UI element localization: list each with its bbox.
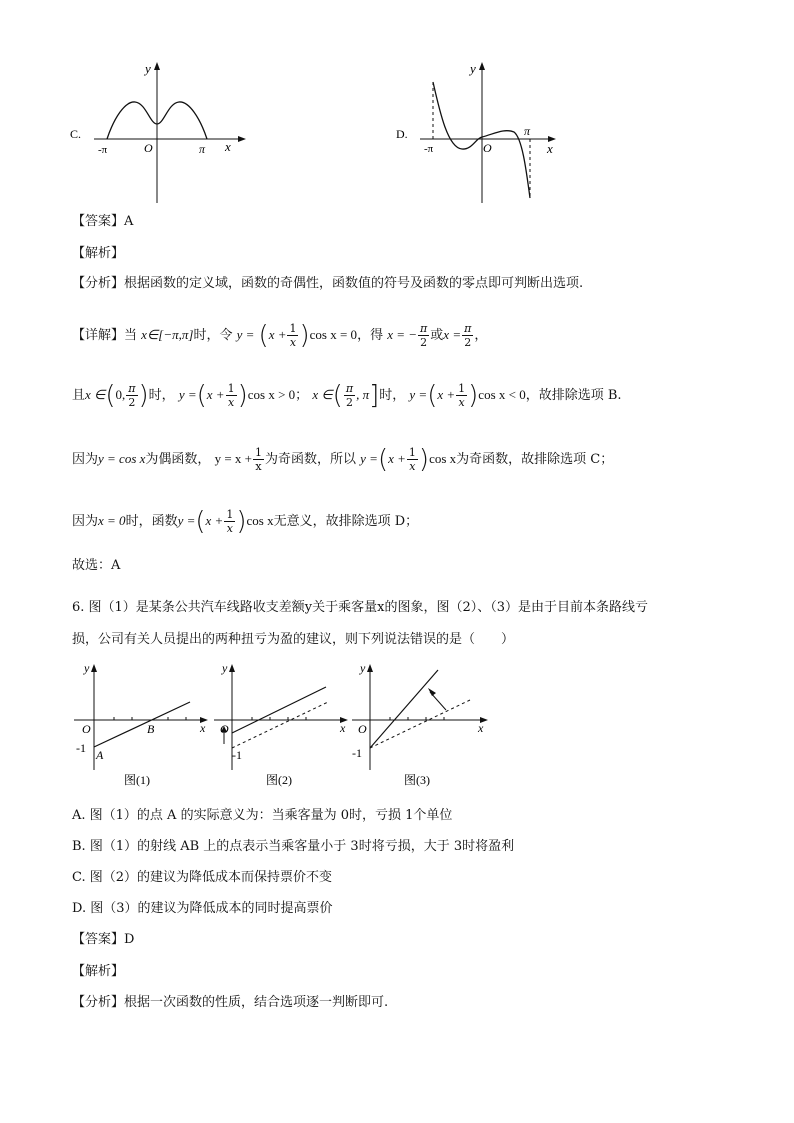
zero: 0, (115, 387, 126, 402)
detail-label: 【详解】 (72, 328, 125, 343)
q5-choose: 故选：A (72, 558, 121, 573)
y-eq: y = (360, 451, 378, 466)
fraction: $\frac{\pi}{2}$ (420, 322, 428, 349)
figure-3 (350, 660, 495, 790)
graph-d-label: D. (396, 127, 408, 141)
raised-line (232, 687, 326, 733)
graph-d-x: x (547, 141, 553, 156)
fraction: $\frac{1}{x}$ (408, 446, 416, 473)
fig2-caption: 图(2) (266, 773, 292, 787)
text: ， (474, 328, 488, 343)
text: 时，函数 (125, 514, 178, 529)
x-var: x + (206, 387, 225, 402)
q6-answer: 【答案】D (72, 932, 135, 947)
graph-d-neg-pi: -π (424, 143, 434, 155)
fraction: $\frac{\pi}{2}$ (345, 382, 354, 409)
q6-stem-2: 损，公司有关人员提出的两种扭亏为盈的建议，则下列说法错误的是（ ） (72, 632, 515, 647)
fraction: $\frac{\pi}{2}$ (128, 382, 136, 409)
paren: ( (377, 444, 389, 475)
graph-d-y: y (470, 61, 476, 76)
fig3-m1: -1 (352, 746, 362, 760)
text: 时， (148, 388, 175, 403)
cos-x: cos x (246, 513, 274, 528)
graph-c-label: C. (70, 127, 82, 141)
cos-func: y = cos x (98, 451, 146, 466)
pi: , π (356, 387, 370, 402)
x-var: x + (205, 513, 224, 528)
text: ，故排除选项 B. (525, 388, 622, 403)
y-func: y = x + (214, 451, 252, 466)
graph-c-pi: π (199, 142, 206, 156)
text: 为偶函数， (145, 452, 211, 467)
q6-analysis-label: 【解析】 (72, 964, 125, 979)
q6-option-b: B. 图（1）的射线 AB 上的点表示当乘客量小于 3时将亏损，大于 3时将盈利 (72, 839, 515, 854)
original-line (370, 700, 470, 748)
fraction: $\frac{1}{x}$ (255, 446, 262, 473)
x-var: x + (268, 327, 287, 342)
paren: ) (418, 444, 430, 475)
text: 时，令 (193, 328, 233, 343)
fraction: $\frac{1}{x}$ (227, 382, 235, 409)
paren: ( (195, 506, 206, 537)
fraction: $\frac{\pi}{2}$ (464, 322, 472, 349)
x-eq: x = (443, 327, 462, 342)
q6-stem-1: 6. 图（1）是某条公共汽车线路收支差额y关于乘客量x的图象，图（2）、（3）是由于目前本条路线亏 (72, 600, 649, 615)
paren: ) (299, 320, 310, 351)
paren: ( (427, 380, 438, 411)
y-eq: y = (236, 327, 255, 342)
fig3-caption: 图(3) (404, 773, 430, 787)
graph-d-pi: π (524, 124, 531, 138)
text: 为奇函数，所以 (265, 452, 357, 467)
graph-c-neg-pi: -π (98, 144, 108, 156)
q6-option-c: C. 图（2）的建议为降低成本而保持票价不变 (72, 870, 333, 885)
q5-answer: 【答案】A (72, 214, 134, 229)
fig1-m1: -1 (76, 741, 86, 755)
domain-set: x∈[−π,π] (141, 327, 194, 342)
fig3-o: O (358, 722, 367, 736)
q6-fenxi: 【分析】根据一次函数的性质，结合选项逐一判断即可. (72, 995, 389, 1010)
x-var: x + (388, 451, 406, 466)
figure-1 (72, 660, 212, 790)
fig1-x: x (200, 721, 206, 735)
cos-lt: cos x < 0 (478, 387, 526, 402)
graph-d-origin: O (483, 141, 492, 155)
text: 为奇函数，故排除选项 C； (456, 452, 614, 467)
fig1-a: A (96, 748, 104, 762)
paren: ( (105, 380, 116, 411)
x-var: x + (437, 387, 456, 402)
fig3-y: y (360, 661, 366, 675)
y-eq: y = (409, 387, 428, 402)
graph-c-origin: O (144, 141, 153, 155)
cos-gt: cos x > 0 (247, 387, 296, 402)
q6-option-a: A. 图（1）的点 A 的实际意义为：当乘客量为 0时，亏损 1个单位 (72, 808, 453, 823)
cos-x: cos x (429, 451, 457, 466)
fraction: $\frac{1}{x}$ (289, 322, 297, 349)
fraction: $\frac{1}{x}$ (226, 508, 234, 535)
fig2-x: x (340, 721, 346, 735)
text: 或 (430, 328, 444, 343)
fig1-b: B (147, 722, 155, 736)
text: 当 (124, 328, 138, 343)
text: ； (295, 388, 309, 403)
fraction: $\frac{1}{x}$ (458, 382, 466, 409)
x-eq: x = − (387, 327, 418, 342)
x-in: x ∈ (312, 387, 333, 402)
paren: ( (258, 320, 269, 351)
text: 且 (72, 388, 86, 403)
steep-line (370, 670, 438, 748)
text: 因为 (72, 452, 99, 467)
text: ，得 (357, 328, 384, 343)
text: 因为 (72, 514, 99, 529)
q5-detail-line4 (72, 508, 418, 535)
q5-detail-line3 (72, 446, 613, 473)
fig2-m1: -1 (232, 748, 242, 762)
q5-detail-line2 (72, 382, 622, 409)
graph-c-x: x (225, 139, 231, 154)
fig1-caption: 图(1) (124, 773, 150, 787)
paren: ( (332, 380, 343, 411)
graph-c (70, 58, 250, 208)
text: 无意义，故排除选项 D； (273, 514, 419, 529)
q5-fenxi: 【分析】根据函数的定义域，函数的奇偶性，函数值的符号及函数的零点即可判断出选项. (72, 276, 584, 291)
fig2-y: y (222, 661, 228, 675)
ray-ab (94, 702, 190, 747)
fig1-o: O (82, 722, 91, 736)
x-zero: x = 0 (98, 513, 126, 528)
y-eq: y = (177, 513, 196, 528)
paren: ) (468, 380, 479, 411)
x-in: x ∈ (85, 387, 106, 402)
text: 时， (379, 388, 406, 403)
paren: ) (236, 506, 247, 537)
paren: ] (369, 380, 380, 411)
y-eq: y = (178, 387, 197, 402)
paren: ) (237, 380, 248, 411)
fig3-x: x (478, 721, 484, 735)
fig2-o: O (220, 722, 229, 736)
q6-option-d: D. 图（3）的建议为降低成本的同时提高票价 (72, 901, 333, 916)
paren: ) (138, 380, 149, 411)
q5-detail-line1 (72, 322, 487, 349)
fig1-y: y (84, 661, 90, 675)
q5-analysis-label: 【解析】 (72, 246, 125, 261)
graph-d (396, 58, 576, 208)
figure-2 (212, 660, 352, 790)
graph-c-y: y (145, 61, 151, 76)
paren: ( (196, 380, 207, 411)
cos-eq: cos x = 0 (309, 327, 358, 342)
